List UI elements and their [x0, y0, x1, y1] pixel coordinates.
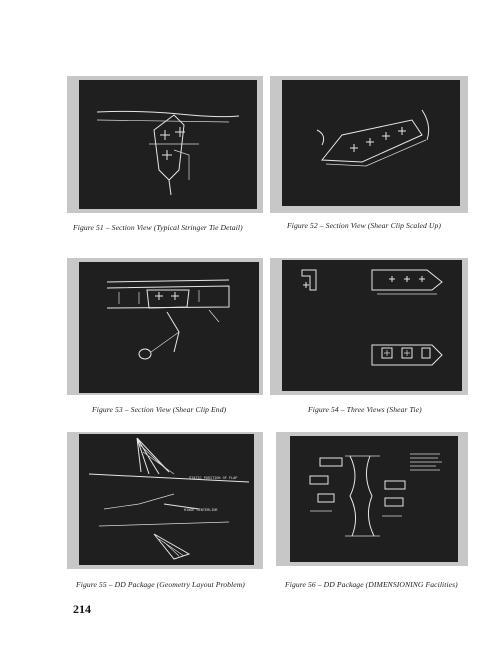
shear-clip-end-drawing	[79, 262, 259, 393]
three-views-drawing	[282, 260, 462, 391]
figure-54-photo	[270, 258, 468, 395]
figure-54-caption: Figure 54 – Three Views (Shear Tie)	[308, 405, 422, 414]
hinge-centerline-label: HINGE CENTERLINE	[184, 509, 218, 513]
shear-clip-drawing	[282, 80, 460, 206]
figure-51-screen	[79, 80, 257, 209]
page-number: 214	[73, 602, 91, 616]
figure-51-photo	[67, 76, 263, 213]
flap-position-label: STATIC POSITION OF FLAP	[189, 477, 238, 481]
figure-51-caption: Figure 51 – Section View (Typical Stringer Tie Detail)	[73, 223, 243, 232]
figure-52-caption: Figure 52 – Section View (Shear Clip Scaled Up)	[287, 221, 442, 230]
geometry-layout-drawing	[79, 434, 254, 565]
figure-56-photo	[276, 432, 468, 566]
stringer-tie-drawing	[79, 80, 257, 209]
figure-54-screen	[282, 260, 462, 391]
figure-55-photo	[67, 432, 263, 569]
figure-56-screen	[290, 436, 458, 562]
figure-55-caption: Figure 55 – DD Package (Geometry Layout Problem)	[76, 580, 245, 589]
figure-52-screen	[282, 80, 460, 206]
figure-53-photo	[67, 258, 263, 395]
figure-52-photo	[270, 76, 468, 213]
figure-56-caption: Figure 56 – DD Package (DIMENSIONING Facilities)	[285, 580, 458, 589]
figure-55-screen	[79, 434, 254, 565]
dimensioning-drawing	[290, 436, 458, 562]
figure-53-caption: Figure 53 – Section View (Shear Clip End)	[92, 405, 227, 414]
figure-53-screen	[79, 262, 259, 393]
